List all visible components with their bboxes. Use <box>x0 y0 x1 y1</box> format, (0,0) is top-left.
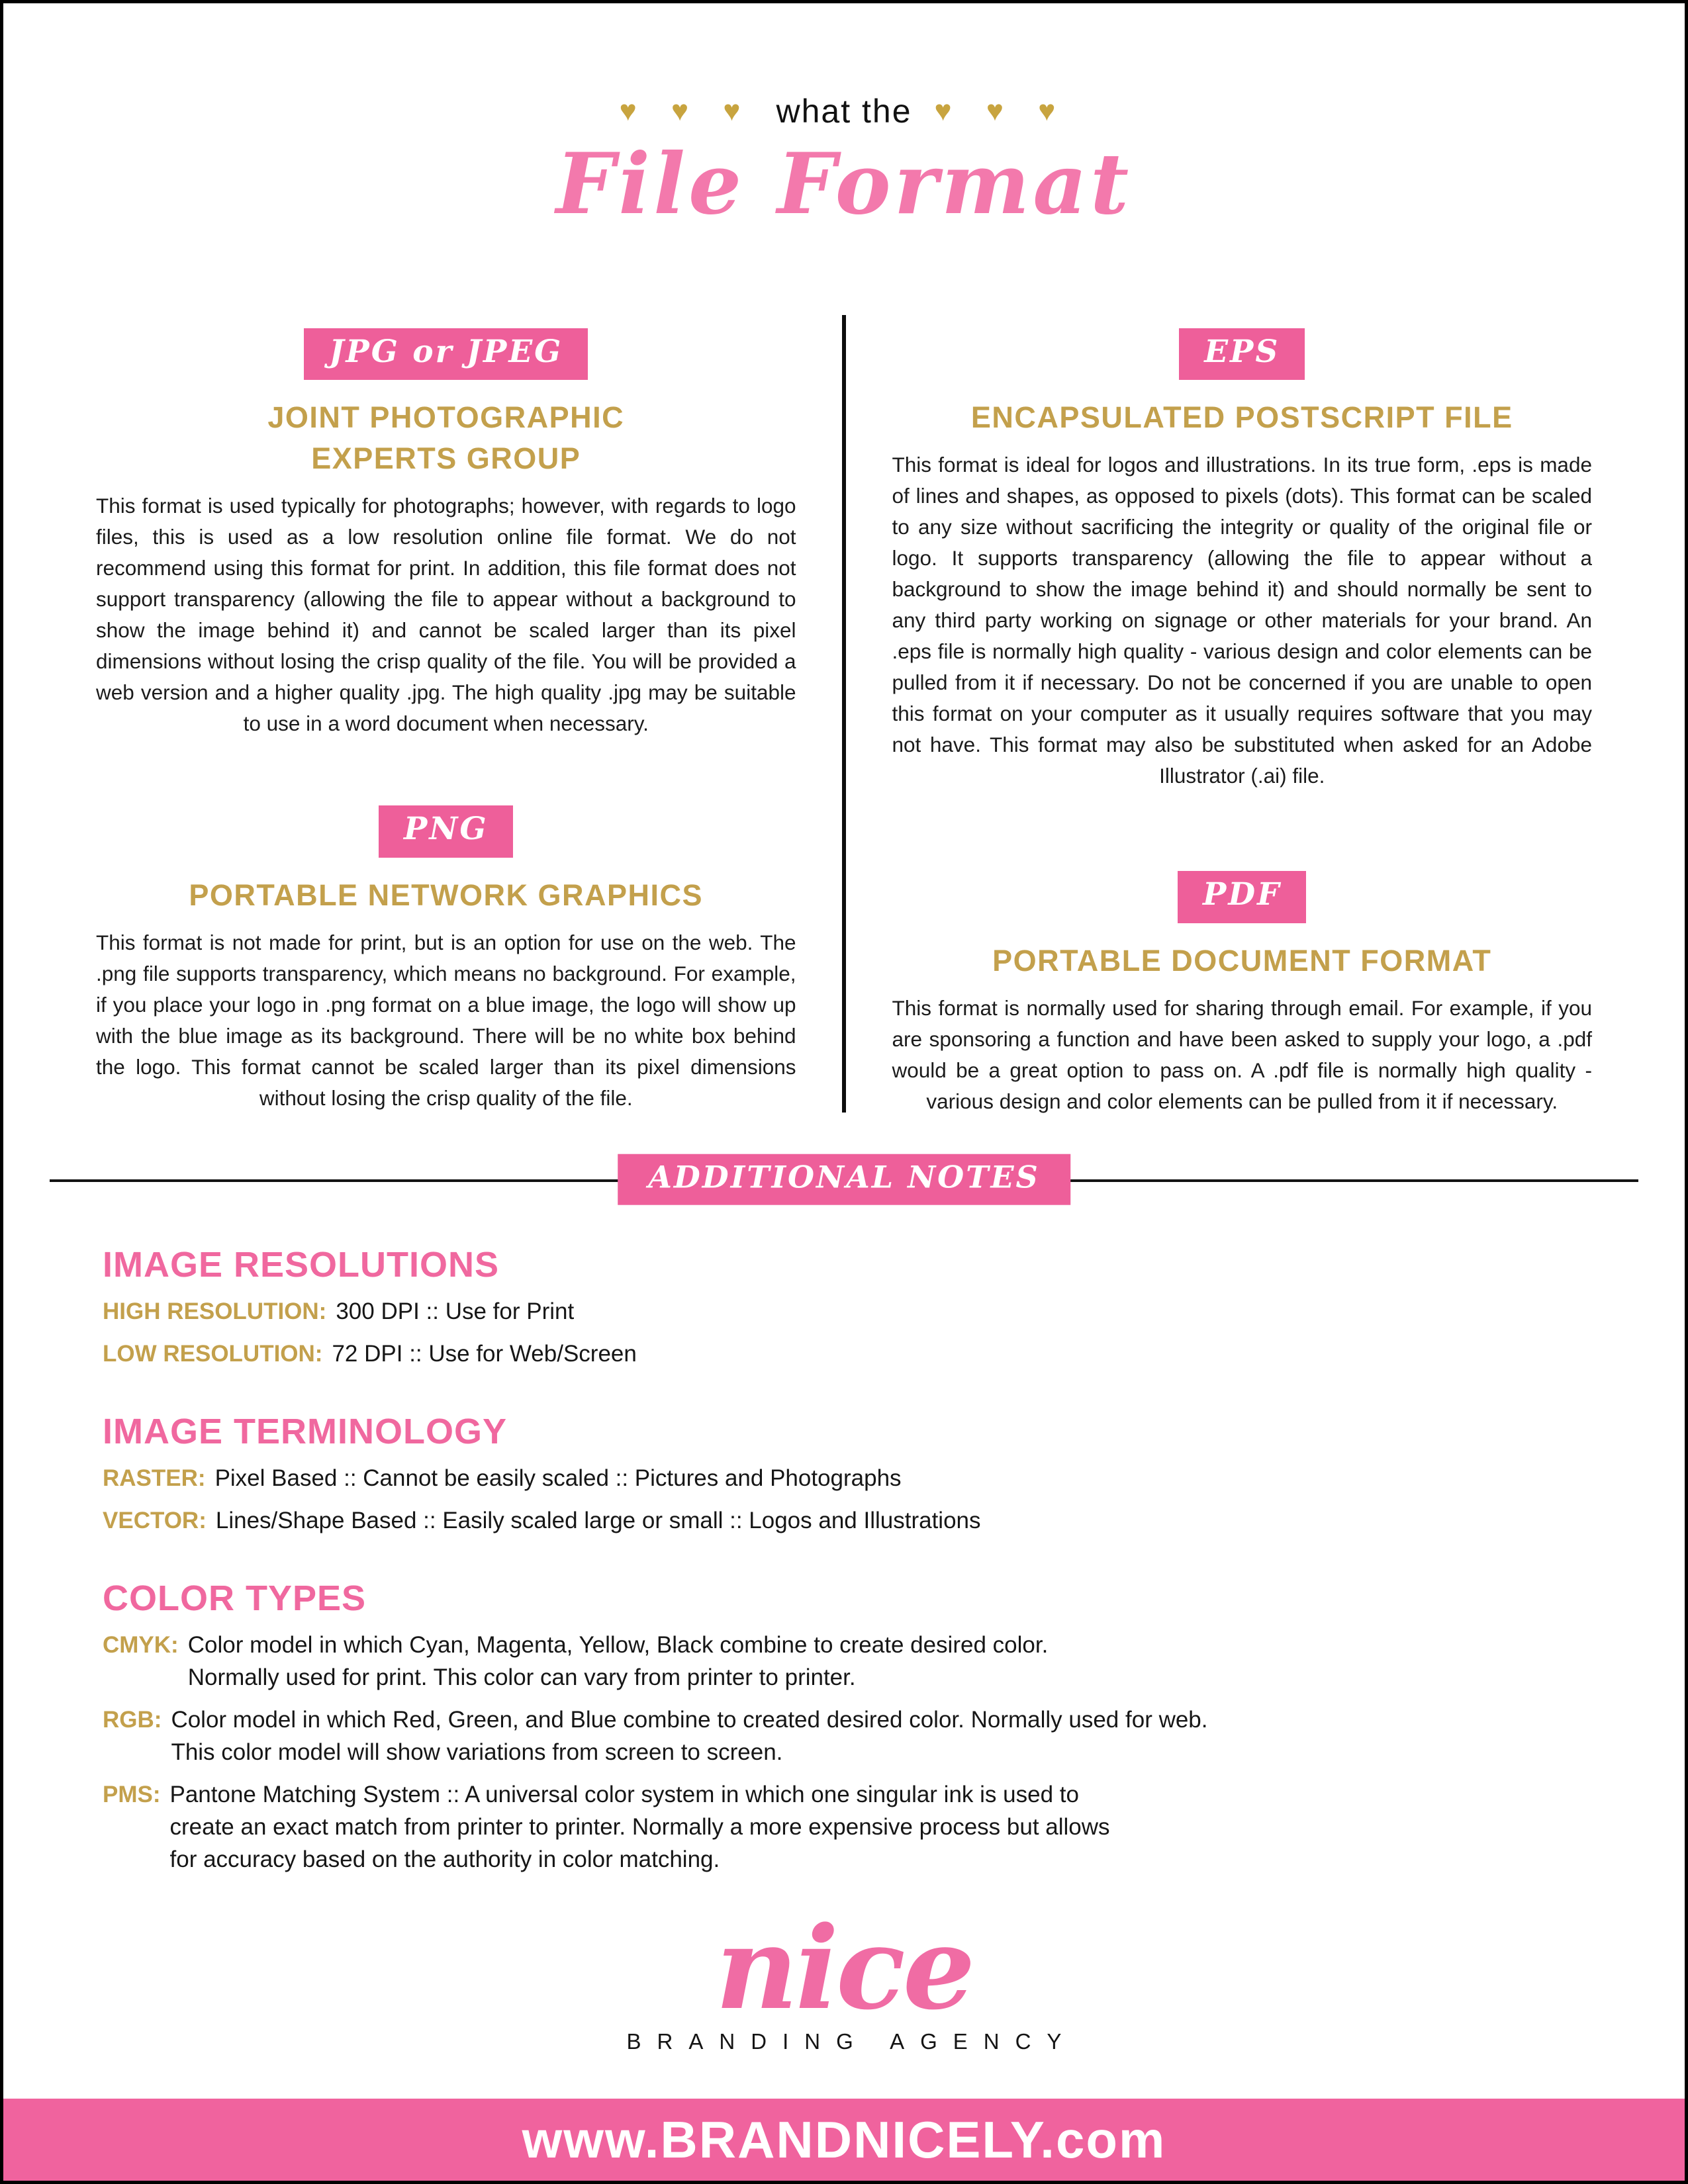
raster-label: RASTER: <box>103 1465 206 1492</box>
rgb-item <box>103 1704 1585 1768</box>
raster-item <box>103 1462 1585 1494</box>
branding-agency-tagline: BRANDING AGENCY <box>626 2028 1078 2054</box>
vector-text: Lines/Shape Based :: Easily scaled large or small :: Logos and Illustrations <box>215 1508 981 1534</box>
high-resolution-text: 300 DPI :: Use for Print <box>336 1298 575 1325</box>
image-terminology-section <box>103 1411 1585 1537</box>
cmyk-line1: Color model in which Cyan, Magenta, Yellow, Black combine to create desired color. <box>187 1632 1049 1659</box>
notes-body <box>3 1244 1685 1876</box>
eps-heading: ENCAPSULATED POSTSCRIPT FILE <box>970 400 1513 435</box>
eps-body: This format is ideal for logos and illustrations. In its true form, .eps is made of lines and shapes, as opposed to pixels (dots). This format can be scaled to any size without sacrificing the integrity or quality of the original file or logo. It supports transparency (allowing the file to appear without a background to show the image behind it) and should normally be sent to any third party working on signage or other materials for your brand. An .eps file is normally high quality - various design and color elements can be pulled from it if necessary. Do not be concerned if you are unable to open this format on your computer as it usually requires software that you may not have. This format may also be substituted when asked for an Adobe Illustrator (.ai) file. <box>892 453 1592 788</box>
png-heading: PORTABLE NETWORK GRAPHICS <box>189 878 704 913</box>
png-badge: PNG <box>379 805 513 858</box>
eps-badge: EPS <box>1179 328 1305 381</box>
cmyk-line2: Normally used for print. This color can vary from printer to printer. <box>187 1664 856 1691</box>
pms-line1: Pantone Matching System :: A universal color system in which one singular ink is used to <box>169 1782 1079 1808</box>
format-columns <box>3 328 1685 1118</box>
eyebrow-text: what the <box>776 93 912 130</box>
low-resolution-label: LOW RESOLUTION: <box>103 1341 323 1367</box>
pdf-body: This format is normally used for sharing through email. For example, if you are sponsoring a function and have been asked to supply your logo, a .pdf would be a great option to pass on. A .pdf file is normally high quality - various design and color elements can be pulled from it if necessary. <box>892 996 1592 1114</box>
eps-section <box>892 328 1593 792</box>
high-resolution-item <box>103 1295 1585 1328</box>
additional-notes-badge: ADDITIONAL NOTES <box>618 1154 1070 1205</box>
vector-label: VECTOR: <box>103 1508 207 1534</box>
low-resolution-text: 72 DPI :: Use for Web/Screen <box>332 1341 637 1367</box>
pdf-badge: PDF <box>1178 871 1306 923</box>
pdf-section <box>892 871 1593 1117</box>
pdf-heading: PORTABLE DOCUMENT FORMAT <box>992 944 1492 978</box>
jpg-heading-line2: EXPERTS GROUP <box>311 441 581 476</box>
pms-item <box>103 1778 1585 1876</box>
image-resolutions-section <box>103 1244 1585 1370</box>
raster-text: Pixel Based :: Cannot be easily scaled :: Pictures and Photographs <box>214 1465 902 1492</box>
high-resolution-label: HIGH RESOLUTION: <box>103 1298 327 1325</box>
additional-notes-header <box>50 1156 1638 1203</box>
cmyk-item <box>103 1629 1585 1694</box>
jpg-heading <box>96 397 796 479</box>
hearts-left-icon: ♥ ♥ ♥ <box>619 95 754 127</box>
png-body: This format is not made for print, but is an option for use on the web. The .png file supports transparency, which means no background. For example, if you place your logo in .png format on a blue image, the logo will show up with the blue image as its background. There will be no white box behind the logo. This format cannot be scaled larger than its pixel dimensions without losing the crisp quality of the file. <box>96 931 796 1111</box>
rgb-line1: Color model in which Red, Green, and Blue combine to created desired color. Normally used for web. <box>171 1707 1208 1733</box>
right-column <box>892 328 1593 1118</box>
left-column <box>96 328 796 1118</box>
color-types-section <box>103 1578 1585 1876</box>
website-bar <box>3 2099 1685 2181</box>
pms-label: PMS: <box>103 1782 161 1808</box>
rgb-label: RGB: <box>103 1707 162 1733</box>
nice-logo: nice <box>715 1901 973 2036</box>
jpg-body: This format is used typically for photographs; however, with regards to logo files, this is used as a low resolution online file format. We do not recommend using this format for print. In addition, this file format does not support transparency (allowing the file to appear without a background to show the image behind it) and cannot be scaled larger than its pixel dimensions without losing the crisp quality of the file. You will be provided a web version and a higher quality .jpg. The high quality .jpg may be suitable to use in a word document when necessary. <box>96 494 796 736</box>
low-resolution-item <box>103 1338 1585 1370</box>
cmyk-text <box>188 1629 1049 1694</box>
hearts-right-icon: ♥ ♥ ♥ <box>934 95 1069 127</box>
eyebrow-row <box>3 95 1685 128</box>
vector-item <box>103 1504 1585 1537</box>
pms-line2: create an exact match from printer to printer. Normally a more expensive process but allows <box>169 1814 1110 1841</box>
rgb-line2: This color model will show variations from screen to screen. <box>171 1739 783 1766</box>
image-resolutions-heading: IMAGE RESOLUTIONS <box>103 1245 500 1285</box>
jpg-section <box>96 328 796 740</box>
png-section <box>96 805 796 1114</box>
jpg-badge: JPG or JPEG <box>304 328 588 381</box>
pms-line3: for accuracy based on the authority in color matching. <box>169 1846 720 1873</box>
footer <box>3 1901 1685 2054</box>
website-url: www.BRANDNICELY.com <box>522 2110 1166 2169</box>
cmyk-label: CMYK: <box>103 1632 179 1659</box>
color-types-heading: COLOR TYPES <box>103 1578 367 1619</box>
image-terminology-heading: IMAGE TERMINOLOGY <box>103 1412 507 1452</box>
header <box>3 3 1685 233</box>
column-divider <box>842 315 846 1113</box>
rgb-text <box>171 1704 1207 1768</box>
page-title: File Format <box>555 135 1133 233</box>
jpg-heading-line1: JOINT PHOTOGRAPHIC <box>267 400 625 435</box>
pms-text <box>170 1778 1110 1876</box>
